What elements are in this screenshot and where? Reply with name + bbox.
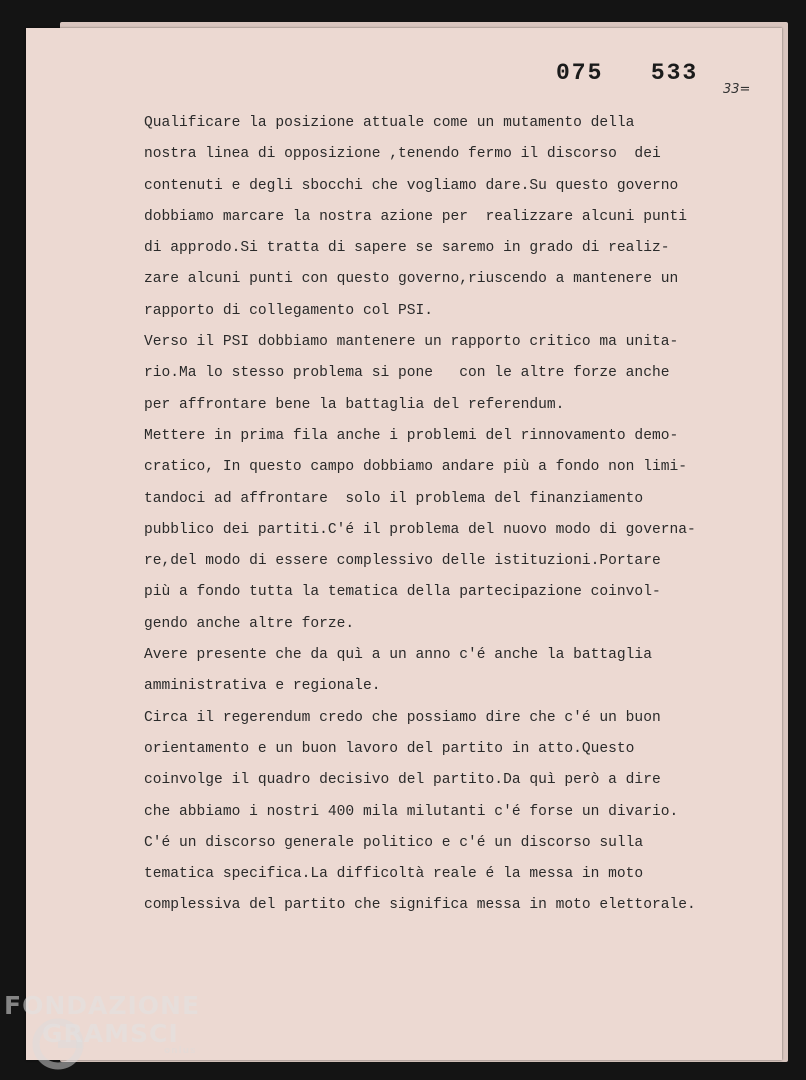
text-line: rio.Ma lo stesso problema si pone con le altre forze anche [144,365,670,382]
text-line: orientamento e un buon lavoro del partito in atto.Questo [144,740,635,757]
text-line: cratico, In questo campo dobbiamo andare più a fondo non limi- [144,459,687,476]
text-line: che abbiamo i nostri 400 mila milutanti c'é forse un divario. [144,803,679,820]
text-line: pubblico dei partiti.C'é il problema del nuovo modo di governa- [144,521,696,538]
text-line: per affrontare bene la battaglia del referendum. [144,396,565,413]
text-line: zare alcuni punti con questo governo,riuscendo a mantenere un [144,271,679,288]
watermark-line1: FONDAZIONE [4,991,201,1020]
text-line: Verso il PSI dobbiamo mantenere un rapporto critico ma unita- [144,334,679,351]
text-line: Avere presente che da quì a un anno c'é anche la battaglia [144,647,652,664]
text-line: tematica specifica.La difficoltà reale é la messa in moto [144,866,644,883]
typed-text-body [144,108,764,922]
text-line: dobbiamo marcare la nostra azione per realizzare alcuni punti [144,208,687,225]
text-line: coinvolge il quadro decisivo del partito.Da quì però a dire [144,772,661,789]
text-line: C'é un discorso generale politico e c'é un discorso sulla [144,834,644,851]
text-line: Mettere in prima fila anche i problemi del rinnovamento demo- [144,427,679,444]
watermark-line3: onlus [164,1046,197,1056]
watermark-line2: GRAMSCI [42,1019,179,1048]
text-line: Qualificare la posizione attuale come un mutamento della [144,115,635,131]
text-line: amministrativa e regionale. [144,678,381,695]
page-number: 33= [723,82,751,97]
fondazione-gramsci-watermark [4,992,200,1056]
text-line: più a fondo tutta la tematica della partecipazione coinvol- [144,584,661,601]
text-line: gendo anche altre forze. [144,615,355,632]
text-line: complessiva del partito che significa messa in moto elettorale. [144,897,696,914]
text-line: re,del modo di essere complessivo delle istituzioni.Portare [144,553,661,570]
text-line: rapporto di collegamento col PSI. [144,302,434,319]
text-line: di approdo.Si tratta di sapere se saremo in grado di realiz- [144,240,670,257]
text-line: Circa il regerendum credo che possiamo dire che c'é un buon [144,709,661,726]
archive-number: 075 533 [556,60,699,86]
text-line: nostra linea di opposizione ,tenendo fermo il discorso dei [144,146,661,163]
text-line: tandoci ad affrontare solo il problema del finanziamento [144,490,644,507]
text-line: contenuti e degli sbocchi che vogliamo dare.Su questo governo [144,177,679,194]
